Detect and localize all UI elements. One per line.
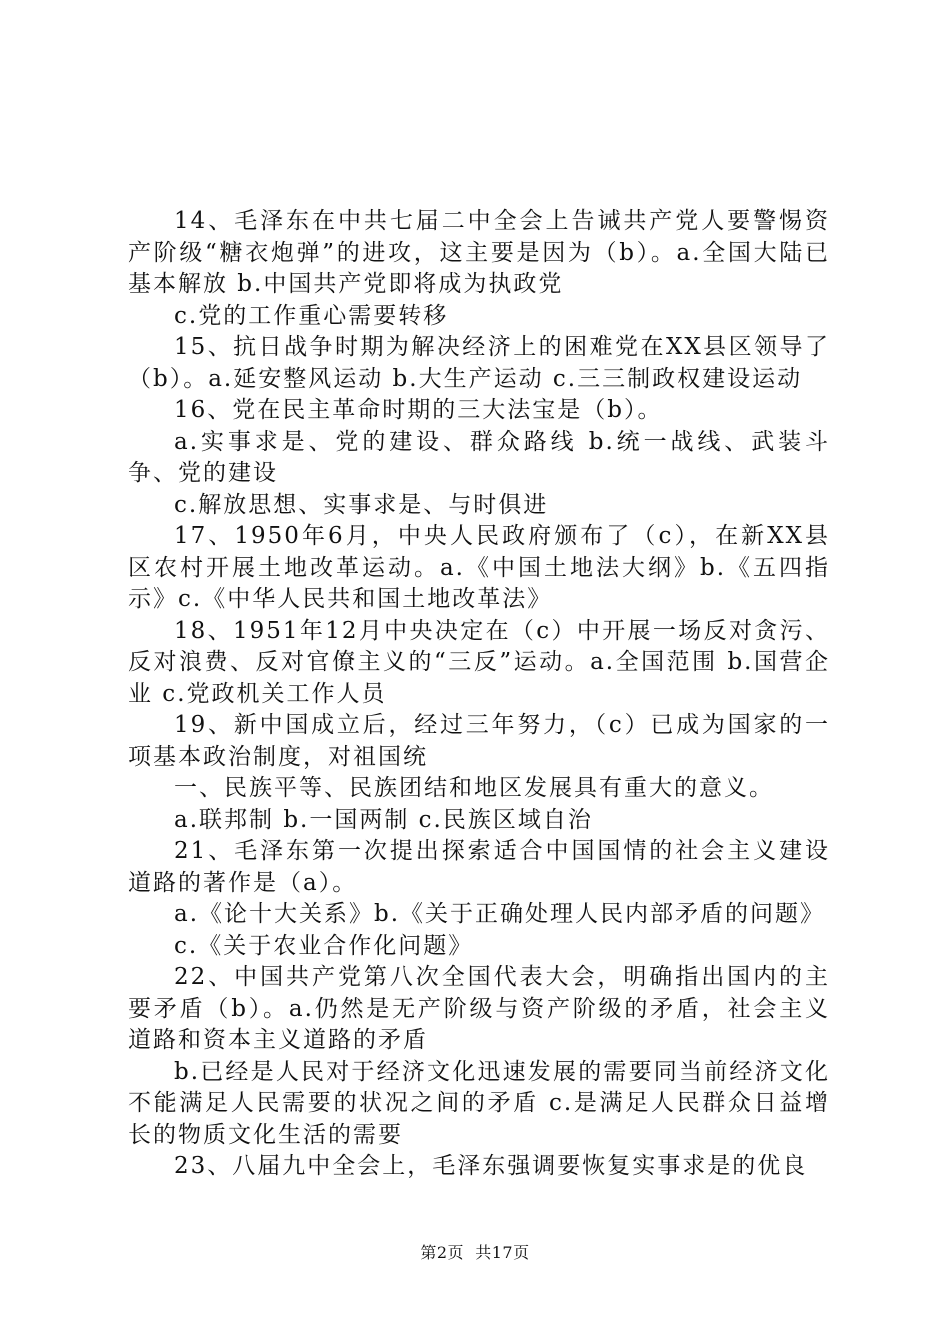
paragraph-q16-option-c: c.解放思想、实事求是、与时俱进: [174, 491, 549, 518]
paragraph-q22-options-bc: b.已经是人民对于经济文化迅速发展的需要同当前经济文化不能满足人民需要的状况之间的矛盾 c.是满足人民群众日益增长的物质文化生活的需要: [128, 1058, 830, 1148]
paragraph-q15: 15、抗日战争时期为解决经济上的困难党在XX县区领导了（b）。a.延安整风运动 b.大生产运动 c.三三制政权建设运动: [128, 334, 830, 392]
document-body: [128, 206, 830, 1183]
paragraph-q21-options-ab: a.《论十大关系》b.《关于正确处理人民内部矛盾的问题》: [174, 901, 826, 927]
paragraph-q16-options-ab: a.实事求是、党的建设、群众路线 b.统一战线、武装斗争、党的建设: [128, 428, 830, 486]
paragraph-q19-options: a.联邦制 b.一国两制 c.民族区域自治: [174, 806, 593, 833]
paragraph-q19-continued: 一、民族平等、民族团结和地区发展具有重大的意义。: [174, 775, 774, 801]
paragraph-q18: 18、1951年12月中央决定在（c）中开展一场反对贪污、反对浪费、反对官僚主义的“三反”运动。a.全国范围 b.国营企业 c.党政机关工作人员: [128, 617, 830, 707]
paragraph-q23: 23、八届九中全会上，毛泽东强调要恢复实事求是的优良: [174, 1153, 808, 1179]
page-total: 共17页: [475, 1243, 530, 1262]
paragraph-q16: 16、党在民主革命时期的三大法宝是（b）。: [174, 397, 663, 423]
paragraph-q22: 22、中国共产党第八次全国代表大会，明确指出国内的主要矛盾（b）。a.仍然是无产阶级与资产阶级的矛盾，社会主义道路和资本主义道路的矛盾: [128, 964, 830, 1053]
paragraph-q14: 14、毛泽东在中共七届二中全会上告诫共产党人要警惕资产阶级“糖衣炮弹”的进攻，这主要是因为（b）。a.全国大陆已基本解放 b.中国共产党即将成为执政党: [128, 208, 830, 297]
paragraph-q21: 21、毛泽东第一次提出探索适合中国国情的社会主义建设道路的著作是（a）。: [128, 838, 830, 896]
paragraph-q19: 19、新中国成立后，经过三年努力，（c）已成为国家的一项基本政治制度，对祖国统: [128, 712, 830, 770]
paragraph-q14-option-c: c.党的工作重心需要转移: [174, 302, 449, 329]
paragraph-q17: 17、1950年6月，中央人民政府颁布了（c），在新XX县区农村开展土地改革运动。a.《中国土地法大纲》b.《五四指示》c.《中华人民共和国土地改革法》: [128, 523, 830, 612]
page-number: 第2页: [420, 1243, 465, 1262]
paragraph-q21-option-c: c.《关于农业合作化问题》: [174, 932, 474, 959]
page-footer: [0, 1240, 950, 1263]
